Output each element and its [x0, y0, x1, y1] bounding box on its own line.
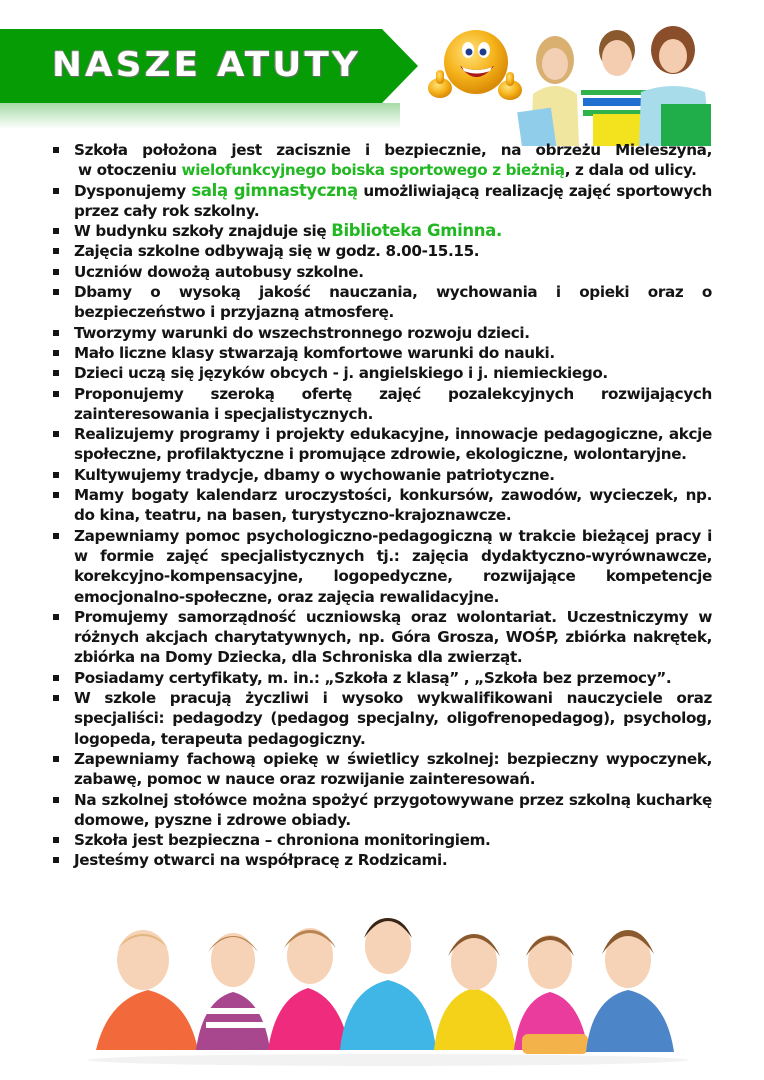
list-item [52, 526, 712, 607]
list-item [52, 221, 712, 241]
list-item-text: Uczniów dowożą autobusy szkolne. [74, 262, 364, 281]
bullet-icon [53, 472, 59, 478]
banner-reflection [0, 103, 400, 129]
list-item [52, 424, 712, 465]
highlight-text: salą gimnastyczną [191, 180, 358, 200]
bullet-icon [53, 248, 59, 254]
bullet-icon [53, 350, 59, 356]
list-item-text: Kultywujemy tradycje, dbamy o wychowanie patriotyczne. [74, 465, 555, 484]
list-item-text: Zapewniamy fachową opiekę w świetlicy szkolnej: bezpieczny wypoczynek, zabawę, pomoc w nauce oraz rozwijanie zainteresowań. [74, 749, 712, 789]
list-item [52, 241, 712, 261]
list-item-text: Dysponujemy [74, 181, 192, 200]
list-item [52, 181, 712, 222]
list-item-text: Posiadamy certyfikaty, m. in.: „Szkoła z klasą” , „Szkoła bez przemocy”. [74, 668, 672, 687]
bullet-icon [53, 391, 59, 397]
bullet-icon [53, 533, 59, 539]
list-item-text: Szkoła położona jest zacisznie i bezpiecznie, na obrzeżu Mieleszyna, [74, 141, 712, 159]
list-item [52, 343, 712, 363]
bullet-icon [53, 431, 59, 437]
bullet-icon [53, 147, 59, 153]
bullet-icon [53, 492, 59, 498]
list-item [52, 262, 712, 282]
bullet-icon [53, 756, 59, 762]
list-item-text: W szkole pracują życzliwi i wysoko wykwalifikowani nauczyciele oraz specjaliści: pedagodzy (pedagog specjalny, oligofrenopedagog), psycholog, logopeda, terapeuta pedagogiczny. [74, 689, 712, 748]
bullet-icon [53, 857, 59, 863]
bullet-icon [53, 797, 59, 803]
list-item [52, 607, 712, 668]
bullet-icon [53, 330, 59, 336]
list-item [52, 749, 712, 790]
list-item [52, 688, 712, 749]
page-title: NASZE ATUTY [52, 45, 361, 85]
bullet-icon [53, 188, 59, 194]
list-item [52, 850, 712, 870]
list-item [52, 363, 712, 383]
bullet-icon [53, 837, 59, 843]
list-item [52, 790, 712, 831]
bullet-icon [53, 269, 59, 275]
bullet-icon [53, 695, 59, 701]
list-item-text: Jesteśmy otwarci na współpracę z Rodzicami. [74, 851, 448, 870]
top-children-photo [505, 14, 735, 146]
list-item-text: Dzieci uczą się języków obcych - j. angielskiego i j. niemieckiego. [74, 364, 608, 383]
list-item-text: Tworzymy warunki do wszechstronnego rozwoju dzieci. [74, 323, 530, 342]
list-item [52, 668, 712, 688]
list-item-text: Mało liczne klasy stwarzają komfortowe warunki do nauki. [74, 343, 555, 362]
bullet-icon [53, 289, 59, 295]
list-item-text: Dbamy o wysoką jakość nauczania, wychowania i opieki oraz o bezpieczeństwo i przyjazną atmosferę. [74, 283, 712, 322]
list-item [52, 282, 712, 323]
list-item [52, 140, 712, 160]
header-banner [0, 29, 418, 103]
bullet-icon [53, 675, 59, 681]
list-item-text: , z dala od ulicy. [564, 161, 697, 180]
list-item [52, 485, 712, 526]
highlight-text: Biblioteka Gminna. [331, 221, 502, 241]
list-item-text: Zapewniamy pomoc psychologiczno-pedagogiczną w trakcie bieżącej pracy i w formie zajęć specjalistycznych tj.: zajęcia dydaktyczno-wyrównawcze, korekcyjno-kompensacyjne, logopedyczne, rozwijające kompetencje emocjonalno-społeczne, oraz zajęcia rewalidacyjne. [74, 526, 712, 606]
list-item-text: Mamy bogaty kalendarz uroczystości, konkursów, zawodów, wycieczek, np. do kina, teatru, na basen, turystyczno-krajoznawcze. [74, 486, 712, 525]
bullet-icon [53, 614, 59, 620]
bottom-children-photo [88, 900, 688, 1068]
list-item [52, 384, 712, 425]
list-item-text: W budynku szkoły znajduje się [74, 222, 332, 241]
list-item [52, 465, 712, 485]
list-item [52, 323, 712, 343]
highlight-text: wielofunkcyjnego boiska sportowego z bieżnią [181, 161, 565, 180]
advantages-list [52, 140, 712, 871]
list-item-continuation [52, 160, 712, 180]
list-item-text: umożliwiającą realizację zajęć sportowych przez cały rok szkolny. [74, 181, 713, 220]
list-item [52, 830, 712, 850]
bullet-icon [53, 228, 59, 234]
list-item-text: Szkoła jest bezpieczna – chroniona monitoringiem. [74, 831, 491, 850]
list-item-text: Zajęcia szkolne odbywają się w godz. 8.00-15.15. [74, 242, 480, 261]
bullet-icon [53, 370, 59, 376]
list-item-text: Proponujemy szeroką ofertę zajęć pozalekcyjnych rozwijających zainteresowania i specjalistycznych. [74, 384, 712, 423]
list-item-text: Na szkolnej stołówce można spożyć przygotowywane przez szkolną kucharkę domowe, pyszne i zdrowe obiady. [74, 790, 712, 829]
list-item-text: w otoczeniu [78, 161, 182, 180]
list-item-text: Realizujemy programy i projekty edukacyjne, innowacje pedagogiczne, akcje społeczne, profilaktyczne i promujące zdrowie, ekologiczne, wolontaryjne. [74, 425, 712, 464]
list-item-text: Promujemy samorządność uczniowską oraz wolontariat. Uczestniczymy w różnych akcjach charytatywnych, np. Góra Grosza, WOŚP, zbiórka nakrętek, zbiórka na Domy Dziecka, dla Schroniska dla zwierząt. [74, 607, 712, 667]
